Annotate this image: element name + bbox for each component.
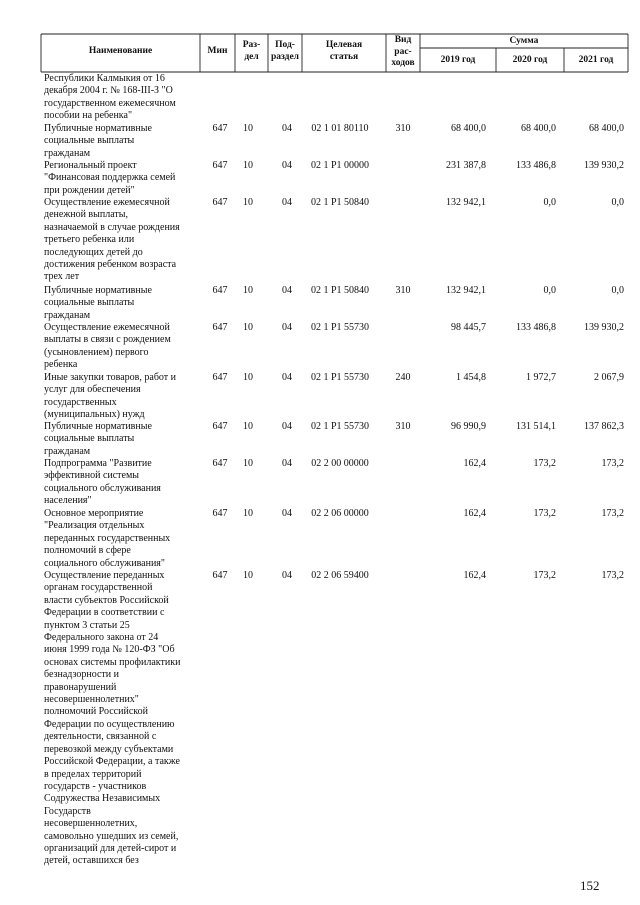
col-header-podrazdel: Под- раздел xyxy=(270,40,300,62)
row-min: 647 xyxy=(212,458,228,469)
row-celevaya: 02 1 P1 55730 xyxy=(310,421,370,432)
row-razdel: 10 xyxy=(243,322,253,333)
row-sum-2021: 139 930,2 xyxy=(584,160,624,171)
row-name: Осуществление переданных органам государственной власти субъектов Российской Федерации в соответствии с пунктом 3 статьи 25 Федерального закона от 24 июня 1999 года № 120-ФЗ "Об основах системы профилактики безнадзорности и правонарушений несовершеннолетних" полномочий Российской Федерации по осуществлению деятельности, связанной с перевозкой между субъектами Российской Федерации, а также в пределах территорий государств - участников Содружества Независимых Государств несовершеннолетних, самовольно ушедших из семей, организаций для детей-сирот и детей, оставшихся без xyxy=(44,570,181,867)
row-sum-2020: 173,2 xyxy=(533,508,556,519)
col-header-razdel: Раз- дел xyxy=(242,40,261,62)
row-name: Публичные нормативные социальные выплаты гражданам xyxy=(44,123,152,159)
row-podrazdel: 04 xyxy=(282,285,292,296)
row-sum-2019: 132 942,1 xyxy=(446,197,486,208)
row-sum-2021: 137 862,3 xyxy=(584,421,624,432)
row-celevaya: 02 1 P1 00000 xyxy=(310,160,370,171)
row-razdel: 10 xyxy=(243,458,253,469)
row-podrazdel: 04 xyxy=(282,421,292,432)
row-name: Осуществление ежемесячной выплаты в связи с рождением (усыновлением) первого ребенка xyxy=(44,322,171,371)
row-sum-2021: 2 067,9 xyxy=(594,372,624,383)
row-name: Иные закупки товаров, работ и услуг для обеспечения государственных (муниципальных) нужд xyxy=(44,372,177,421)
row-sum-2020: 0,0 xyxy=(543,285,556,296)
row-celevaya: 02 2 06 00000 xyxy=(311,508,369,519)
row-celevaya: 02 1 P1 50840 xyxy=(310,285,370,296)
row-podrazdel: 04 xyxy=(282,372,292,383)
row-vid: 240 xyxy=(395,372,411,383)
row-celevaya: 02 1 P1 55730 xyxy=(310,322,370,333)
row-name: Публичные нормативные социальные выплаты гражданам xyxy=(44,421,152,457)
row-razdel: 10 xyxy=(243,570,253,581)
row-name: Республики Калмыкия от 16 декабря 2004 г. № 168-III-З "О государственном ежемесячном пособии на ребенка" xyxy=(44,73,176,122)
row-sum-2020: 173,2 xyxy=(533,458,556,469)
row-podrazdel: 04 xyxy=(282,508,292,519)
row-sum-2019: 132 942,1 xyxy=(446,285,486,296)
row-sum-2021: 0,0 xyxy=(611,197,624,208)
row-sum-2019: 231 387,8 xyxy=(446,160,486,171)
row-sum-2020: 173,2 xyxy=(533,570,556,581)
page-number: 152 xyxy=(580,878,600,893)
row-sum-2021: 173,2 xyxy=(601,458,624,469)
col-header-2019: 2019 год xyxy=(440,55,476,65)
row-min: 647 xyxy=(212,197,228,208)
row-min: 647 xyxy=(212,123,228,134)
row-sum-2020: 1 972,7 xyxy=(526,372,556,383)
row-celevaya: 02 2 00 00000 xyxy=(311,458,369,469)
row-razdel: 10 xyxy=(243,197,253,208)
row-razdel: 10 xyxy=(243,508,253,519)
row-sum-2021: 139 930,2 xyxy=(584,322,624,333)
col-header-summa: Сумма xyxy=(509,36,539,46)
row-sum-2019: 162,4 xyxy=(463,458,486,469)
col-header-name: Наименование xyxy=(88,46,153,56)
col-header-2021: 2021 год xyxy=(578,55,614,65)
row-min: 647 xyxy=(212,285,228,296)
row-podrazdel: 04 xyxy=(282,458,292,469)
row-name: Подпрограмма "Развитие эффективной системы социального обслуживания населения" xyxy=(44,458,161,507)
row-podrazdel: 04 xyxy=(282,322,292,333)
row-sum-2019: 162,4 xyxy=(463,570,486,581)
row-min: 647 xyxy=(212,160,228,171)
row-min: 647 xyxy=(212,570,228,581)
row-name: Публичные нормативные социальные выплаты гражданам xyxy=(44,285,152,321)
row-vid: 310 xyxy=(395,285,411,296)
row-razdel: 10 xyxy=(243,160,253,171)
row-celevaya: 02 2 06 59400 xyxy=(311,570,369,581)
row-razdel: 10 xyxy=(243,123,253,134)
row-min: 647 xyxy=(212,508,228,519)
row-name: Основное мероприятие "Реализация отдельных переданных государственных полномочий в сфере социального обслуживания" xyxy=(44,508,171,569)
col-header-celevaya: Целевая статья xyxy=(325,40,363,62)
row-min: 647 xyxy=(212,372,228,383)
row-vid: 310 xyxy=(395,421,411,432)
row-sum-2020: 133 486,8 xyxy=(516,322,556,333)
row-min: 647 xyxy=(212,322,228,333)
col-header-2020: 2020 год xyxy=(512,55,548,65)
row-sum-2021: 173,2 xyxy=(601,570,624,581)
row-sum-2019: 1 454,8 xyxy=(456,372,486,383)
row-sum-2019: 96 990,9 xyxy=(451,421,486,432)
col-header-min: Мин xyxy=(207,46,228,56)
row-sum-2019: 98 445,7 xyxy=(451,322,486,333)
row-podrazdel: 04 xyxy=(282,160,292,171)
row-sum-2021: 173,2 xyxy=(601,508,624,519)
row-celevaya: 02 1 01 80110 xyxy=(311,123,369,134)
row-podrazdel: 04 xyxy=(282,197,292,208)
row-razdel: 10 xyxy=(243,421,253,432)
row-sum-2020: 68 400,0 xyxy=(521,123,556,134)
row-podrazdel: 04 xyxy=(282,570,292,581)
row-vid: 310 xyxy=(395,123,411,134)
row-razdel: 10 xyxy=(243,372,253,383)
row-name: Осуществление ежемесячной денежной выплаты, назначаемой в случае рождения третьего ребенка или последующих детей до достижения ребенком возраста трех лет xyxy=(44,197,180,283)
row-sum-2021: 0,0 xyxy=(611,285,624,296)
row-name: Региональный проект "Финансовая поддержка семей при рождении детей" xyxy=(44,160,176,196)
row-celevaya: 02 1 P1 50840 xyxy=(310,197,370,208)
row-razdel: 10 xyxy=(243,285,253,296)
row-sum-2020: 133 486,8 xyxy=(516,160,556,171)
row-min: 647 xyxy=(212,421,228,432)
row-celevaya: 02 1 P1 55730 xyxy=(310,372,370,383)
row-sum-2020: 0,0 xyxy=(543,197,556,208)
row-podrazdel: 04 xyxy=(282,123,292,134)
row-sum-2019: 162,4 xyxy=(463,508,486,519)
row-sum-2021: 68 400,0 xyxy=(589,123,624,134)
row-sum-2019: 68 400,0 xyxy=(451,123,486,134)
col-header-vid: Вид рас- ходов xyxy=(391,35,415,68)
row-sum-2020: 131 514,1 xyxy=(516,421,556,432)
